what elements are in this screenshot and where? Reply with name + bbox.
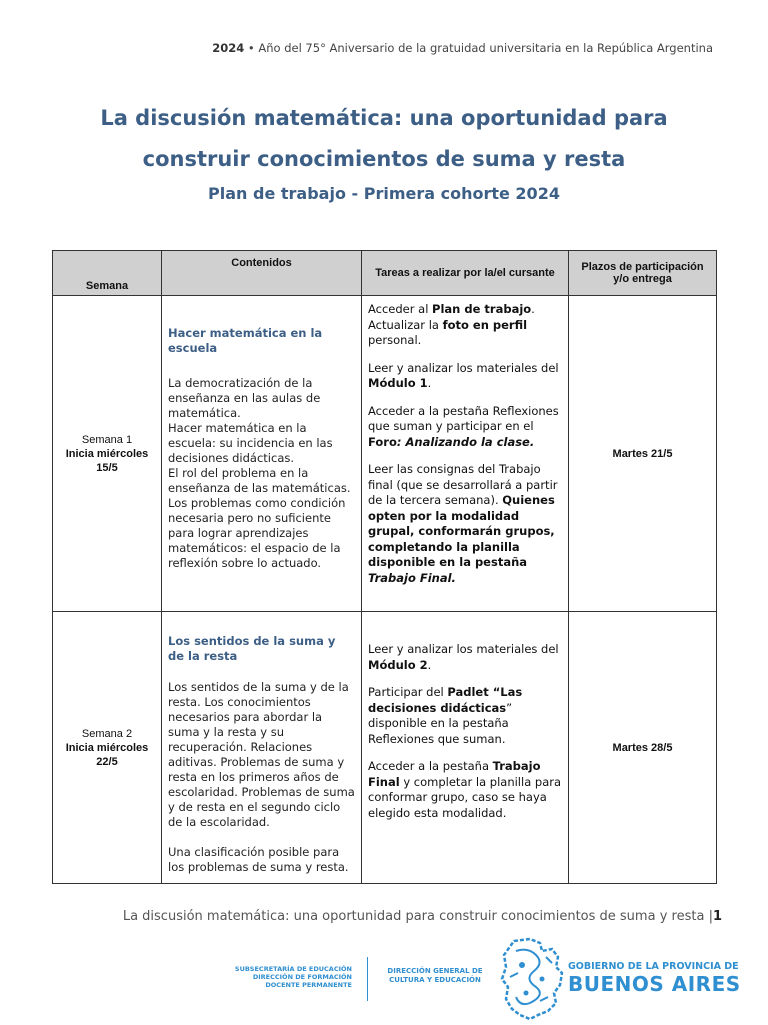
task-item: Leer y analizar los materiales del Módulo 2. — [368, 642, 559, 672]
content-body-2: Una clasificación posible para los problemas de suma y resta. — [168, 845, 349, 874]
week-start: Inicia miércoles — [65, 447, 149, 460]
deadline-cell: Martes 21/5 — [569, 296, 717, 612]
page-number: 1 — [712, 909, 722, 924]
week-cell — [53, 612, 162, 884]
deadline-cell: Martes 28/5 — [569, 612, 717, 884]
direccion-general-logo: DIRECCIÓN GENERAL DE CULTURA Y EDUCACIÓN — [387, 967, 483, 984]
document-subtitle: Plan de trabajo - Primera cohorte 2024 — [208, 184, 560, 203]
task-item: Participar del Padlet “Las decisiones didácticas” disponible en la pestaña Reflexiones que suman. — [368, 685, 523, 746]
task-item: Acceder a la pestaña Reflexiones que suman y participar en el Foro: Analizando la clase. — [368, 403, 559, 449]
logo-band — [0, 935, 768, 1024]
week-date: 22/5 — [96, 755, 118, 768]
task-item: Acceder a la pestaña Trabajo Final y completar la planilla para conformar grupo, caso se haya elegido esta modalidad. — [368, 759, 562, 820]
page-footer — [123, 909, 722, 924]
gobierno-logo — [568, 961, 743, 996]
content-body: Los sentidos de la suma y de la resta. Los conocimientos necesarios para abordar la suma y la resta y su recuperación. Relaciones aditivas. Problemas de suma y resta en los primeros años de escolaridad. Problemas de suma y de resta en el segundo ciclo de la escolaridad. — [168, 680, 355, 829]
title-block — [0, 98, 768, 203]
table-row — [53, 296, 717, 612]
week-label: Semana 1 — [81, 433, 133, 446]
footer-text: La discusión matemática: una oportunidad para construir conocimientos de suma y resta — [122, 909, 705, 924]
tasks-cell — [362, 296, 569, 612]
work-plan-table — [52, 250, 717, 884]
week-date: 15/5 — [96, 461, 118, 474]
table-row — [53, 612, 717, 884]
task-item: Leer y analizar los materiales del Módulo 1. — [368, 360, 559, 390]
header-note-text: Año del 75° Aniversario de la gratuidad universitaria en la República Argentina — [258, 41, 713, 55]
week-start: Inicia miércoles — [65, 741, 149, 754]
gobierno-line: GOBIERNO DE LA PROVINCIA DE — [568, 961, 739, 972]
header-plazos: Plazos de participación y/o entrega — [569, 251, 717, 296]
week-cell — [53, 296, 162, 612]
task-item: Leer las consignas del Trabajo final (que se desarrollará a partir de la tercera semana). Quienes opten por la modalidad grupal, conformarán grupos, completando la planilla disponible en la pestaña Trabajo Final. — [368, 462, 558, 585]
buenos-aires-name: BUENOS AIRES — [568, 972, 741, 996]
content-title: Hacer matemática en la escuela — [168, 326, 323, 355]
content-title: Los sentidos de la suma y de la resta — [168, 634, 336, 663]
subsecretaria-logo: SUBSECRETARÍA DE EDUCACIÓN DIRECCIÓN DE FORMACIÓN DOCENTE PERMANENTE — [234, 965, 352, 989]
table-header-row — [53, 251, 717, 296]
header-year: 2024 — [212, 41, 245, 55]
document-title-line-1: La discusión matemática: una oportunidad para — [100, 106, 668, 130]
header-note: 2024 • Año del 75° Aniversario de la gratuidad universitaria en la República Argentina — [212, 41, 713, 55]
province-map-icon — [500, 937, 564, 1025]
footer-separator: | — [708, 909, 713, 924]
tasks-cell — [362, 612, 569, 884]
logo-divider — [367, 957, 368, 1001]
content-cell — [162, 296, 362, 612]
header-semana: Semana — [53, 251, 162, 296]
content-body: La democratización de la enseñanza en las aulas de matemática. Hacer matemática en la escuela: su incidencia en las decisiones didácticas. El rol del problema en la enseñanza de las matemáticas. Los problemas como condición necesaria pero no suficiente para lograr aprendizajes matemáticos: el espacio de la reflexión sobre lo actuado. — [168, 376, 351, 570]
week-label: Semana 2 — [81, 727, 133, 740]
document-title-line-2: construir conocimientos de suma y resta — [142, 147, 626, 171]
content-cell — [162, 612, 362, 884]
task-item: Acceder al Plan de trabajo. Actualizar la foto en perfil personal. — [368, 302, 535, 347]
header-contenidos: Contenidos — [162, 251, 362, 296]
header-tareas: Tareas a realizar por la/el cursante — [362, 251, 569, 296]
